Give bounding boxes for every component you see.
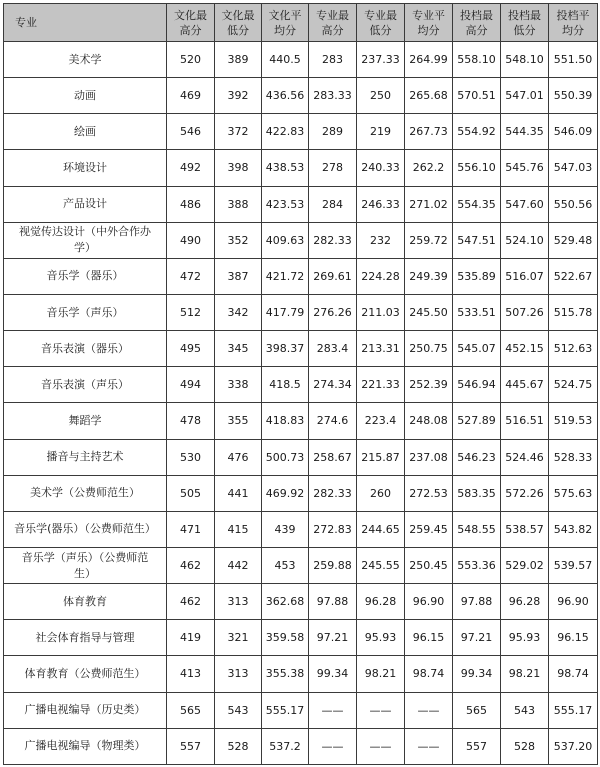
cell-specialty-max: 97.21 — [309, 620, 357, 656]
header-row — [4, 4, 598, 42]
table-row — [4, 42, 598, 78]
cell-culture-min: 387 — [215, 258, 262, 294]
cell-admission-avg: 539.57 — [549, 547, 598, 583]
cell-specialty-min: 215.87 — [357, 439, 405, 475]
cell-admission-min: 98.21 — [501, 656, 549, 692]
cell-admission-avg: 575.63 — [549, 475, 598, 511]
cell-admission-max: 533.51 — [453, 294, 501, 330]
cell-admission-min: 516.07 — [501, 258, 549, 294]
cell-major: 广播电视编导（历史类） — [4, 692, 167, 728]
cell-admission-avg: 519.53 — [549, 403, 598, 439]
table-row — [4, 222, 598, 258]
cell-admission-max: 527.89 — [453, 403, 501, 439]
table-row — [4, 367, 598, 403]
cell-specialty-max: 278 — [309, 150, 357, 186]
cell-specialty-max: 97.88 — [309, 584, 357, 620]
cell-culture-min: 441 — [215, 475, 262, 511]
cell-specialty-min: 224.28 — [357, 258, 405, 294]
header-admission-min: 投档最 低分 — [501, 4, 549, 42]
cell-admission-avg: 543.82 — [549, 511, 598, 547]
header-specialty-min: 专业最 低分 — [357, 4, 405, 42]
cell-specialty-max: 276.26 — [309, 294, 357, 330]
cell-culture-min: 352 — [215, 222, 262, 258]
cell-admission-min: 528 — [501, 728, 549, 764]
cell-culture-avg: 423.53 — [262, 186, 309, 222]
cell-culture-min: 355 — [215, 403, 262, 439]
cell-admission-min: 547.60 — [501, 186, 549, 222]
cell-admission-max: 556.10 — [453, 150, 501, 186]
cell-specialty-max: 258.67 — [309, 439, 357, 475]
cell-specialty-avg: 271.02 — [405, 186, 453, 222]
cell-major: 产品设计 — [4, 186, 167, 222]
cell-major: 绘画 — [4, 114, 167, 150]
table-row — [4, 150, 598, 186]
cell-admission-max: 547.51 — [453, 222, 501, 258]
cell-admission-avg: 524.75 — [549, 367, 598, 403]
cell-specialty-min: —— — [357, 728, 405, 764]
cell-culture-max: 486 — [167, 186, 215, 222]
cell-culture-min: 372 — [215, 114, 262, 150]
cell-culture-avg: 453 — [262, 547, 309, 583]
header-culture-min: 文化最 低分 — [215, 4, 262, 42]
admission-scores-table — [3, 3, 598, 765]
cell-major: 音乐学（声乐） — [4, 294, 167, 330]
cell-specialty-max: 283.4 — [309, 331, 357, 367]
cell-admission-avg: 551.50 — [549, 42, 598, 78]
cell-specialty-min: 232 — [357, 222, 405, 258]
cell-admission-max: 99.34 — [453, 656, 501, 692]
cell-specialty-avg: 245.50 — [405, 294, 453, 330]
table-row — [4, 403, 598, 439]
cell-admission-avg: 555.17 — [549, 692, 598, 728]
cell-culture-min: 338 — [215, 367, 262, 403]
cell-culture-max: 478 — [167, 403, 215, 439]
cell-culture-max: 413 — [167, 656, 215, 692]
cell-specialty-min: 246.33 — [357, 186, 405, 222]
cell-admission-min: 524.46 — [501, 439, 549, 475]
cell-specialty-avg: —— — [405, 728, 453, 764]
cell-specialty-max: 269.61 — [309, 258, 357, 294]
cell-culture-min: 388 — [215, 186, 262, 222]
cell-admission-min: 516.51 — [501, 403, 549, 439]
header-admission-max: 投档最 高分 — [453, 4, 501, 42]
cell-culture-min: 398 — [215, 150, 262, 186]
table-row — [4, 114, 598, 150]
cell-admission-max: 546.94 — [453, 367, 501, 403]
cell-specialty-avg: 96.15 — [405, 620, 453, 656]
cell-culture-max: 492 — [167, 150, 215, 186]
cell-major: 广播电视编导（物理类） — [4, 728, 167, 764]
cell-culture-avg: 438.53 — [262, 150, 309, 186]
cell-admission-min: 445.67 — [501, 367, 549, 403]
cell-culture-max: 546 — [167, 114, 215, 150]
cell-admission-min: 452.15 — [501, 331, 549, 367]
cell-specialty-max: 272.83 — [309, 511, 357, 547]
cell-culture-max: 490 — [167, 222, 215, 258]
table-row — [4, 475, 598, 511]
cell-specialty-max: 282.33 — [309, 475, 357, 511]
cell-culture-max: 462 — [167, 584, 215, 620]
cell-specialty-avg: 252.39 — [405, 367, 453, 403]
cell-culture-avg: 422.83 — [262, 114, 309, 150]
cell-culture-min: 389 — [215, 42, 262, 78]
cell-specialty-avg: 262.2 — [405, 150, 453, 186]
cell-major: 音乐学(器乐）（公费师范生） — [4, 511, 167, 547]
cell-specialty-avg: 250.45 — [405, 547, 453, 583]
header-major: 专业 — [4, 4, 167, 42]
cell-specialty-max: 274.34 — [309, 367, 357, 403]
table-row — [4, 620, 598, 656]
cell-culture-avg: 418.5 — [262, 367, 309, 403]
cell-culture-max: 495 — [167, 331, 215, 367]
cell-admission-max: 545.07 — [453, 331, 501, 367]
cell-specialty-min: 95.93 — [357, 620, 405, 656]
cell-admission-max: 554.35 — [453, 186, 501, 222]
cell-major: 音乐学（器乐） — [4, 258, 167, 294]
cell-admission-max: 535.89 — [453, 258, 501, 294]
cell-culture-min: 342 — [215, 294, 262, 330]
cell-culture-avg: 398.37 — [262, 331, 309, 367]
cell-culture-max: 565 — [167, 692, 215, 728]
cell-admission-max: 97.21 — [453, 620, 501, 656]
cell-major: 视觉传达设计（中外合作办 学） — [4, 222, 167, 258]
cell-admission-avg: 512.63 — [549, 331, 598, 367]
cell-admission-min: 96.28 — [501, 584, 549, 620]
header-specialty-max: 专业最 高分 — [309, 4, 357, 42]
cell-specialty-min: —— — [357, 692, 405, 728]
cell-culture-avg: 537.2 — [262, 728, 309, 764]
cell-admission-max: 583.35 — [453, 475, 501, 511]
cell-admission-avg: 546.09 — [549, 114, 598, 150]
cell-specialty-max: 283 — [309, 42, 357, 78]
table-row — [4, 331, 598, 367]
cell-specialty-avg: 98.74 — [405, 656, 453, 692]
cell-culture-avg: 355.38 — [262, 656, 309, 692]
cell-specialty-min: 260 — [357, 475, 405, 511]
cell-culture-avg: 440.5 — [262, 42, 309, 78]
cell-specialty-avg: 259.45 — [405, 511, 453, 547]
cell-specialty-min: 244.65 — [357, 511, 405, 547]
cell-admission-max: 565 — [453, 692, 501, 728]
cell-culture-avg: 362.68 — [262, 584, 309, 620]
cell-specialty-max: —— — [309, 692, 357, 728]
cell-specialty-avg: 249.39 — [405, 258, 453, 294]
cell-specialty-max: —— — [309, 728, 357, 764]
cell-culture-max: 419 — [167, 620, 215, 656]
cell-admission-min: 507.26 — [501, 294, 549, 330]
cell-specialty-min: 245.55 — [357, 547, 405, 583]
cell-admission-min: 547.01 — [501, 78, 549, 114]
cell-major: 音乐学（声乐）（公费师范 生） — [4, 547, 167, 583]
cell-admission-min: 572.26 — [501, 475, 549, 511]
cell-specialty-min: 96.28 — [357, 584, 405, 620]
cell-admission-max: 558.10 — [453, 42, 501, 78]
cell-admission-max: 554.92 — [453, 114, 501, 150]
cell-admission-avg: 529.48 — [549, 222, 598, 258]
cell-admission-avg: 547.03 — [549, 150, 598, 186]
cell-major: 美术学（公费师范生） — [4, 475, 167, 511]
cell-admission-max: 570.51 — [453, 78, 501, 114]
cell-admission-min: 548.10 — [501, 42, 549, 78]
cell-specialty-min: 250 — [357, 78, 405, 114]
cell-specialty-avg: 237.08 — [405, 439, 453, 475]
cell-major: 美术学 — [4, 42, 167, 78]
cell-admission-min: 538.57 — [501, 511, 549, 547]
cell-admission-avg: 528.33 — [549, 439, 598, 475]
cell-specialty-avg: 250.75 — [405, 331, 453, 367]
cell-culture-min: 528 — [215, 728, 262, 764]
cell-specialty-max: 282.33 — [309, 222, 357, 258]
header-culture-avg: 文化平 均分 — [262, 4, 309, 42]
cell-admission-max: 548.55 — [453, 511, 501, 547]
cell-specialty-min: 211.03 — [357, 294, 405, 330]
cell-culture-avg: 439 — [262, 511, 309, 547]
cell-culture-min: 442 — [215, 547, 262, 583]
cell-culture-avg: 418.83 — [262, 403, 309, 439]
table-row — [4, 728, 598, 764]
cell-admission-avg: 522.67 — [549, 258, 598, 294]
cell-culture-avg: 500.73 — [262, 439, 309, 475]
table-row — [4, 258, 598, 294]
table-row — [4, 186, 598, 222]
table-row — [4, 547, 598, 583]
cell-major: 播音与主持艺术 — [4, 439, 167, 475]
table-row — [4, 294, 598, 330]
cell-culture-avg: 469.92 — [262, 475, 309, 511]
cell-culture-min: 321 — [215, 620, 262, 656]
cell-culture-avg: 555.17 — [262, 692, 309, 728]
header-culture-max: 文化最 高分 — [167, 4, 215, 42]
cell-culture-avg: 436.56 — [262, 78, 309, 114]
cell-culture-avg: 409.63 — [262, 222, 309, 258]
cell-admission-avg: 550.56 — [549, 186, 598, 222]
header-admission-avg: 投档平 均分 — [549, 4, 598, 42]
cell-culture-avg: 359.58 — [262, 620, 309, 656]
cell-culture-avg: 421.72 — [262, 258, 309, 294]
cell-culture-min: 345 — [215, 331, 262, 367]
table-row — [4, 656, 598, 692]
cell-specialty-avg: 265.68 — [405, 78, 453, 114]
cell-culture-min: 476 — [215, 439, 262, 475]
header-specialty-avg: 专业平 均分 — [405, 4, 453, 42]
cell-major: 体育教育 — [4, 584, 167, 620]
table-row — [4, 584, 598, 620]
cell-specialty-avg: 272.53 — [405, 475, 453, 511]
cell-major: 体育教育（公费师范生） — [4, 656, 167, 692]
cell-culture-min: 313 — [215, 584, 262, 620]
cell-culture-max: 471 — [167, 511, 215, 547]
cell-admission-max: 97.88 — [453, 584, 501, 620]
cell-admission-min: 95.93 — [501, 620, 549, 656]
cell-admission-avg: 96.90 — [549, 584, 598, 620]
cell-culture-max: 469 — [167, 78, 215, 114]
cell-culture-max: 530 — [167, 439, 215, 475]
table-row — [4, 78, 598, 114]
cell-culture-max: 520 — [167, 42, 215, 78]
cell-specialty-max: 289 — [309, 114, 357, 150]
cell-culture-min: 543 — [215, 692, 262, 728]
cell-admission-min: 543 — [501, 692, 549, 728]
cell-specialty-min: 221.33 — [357, 367, 405, 403]
cell-admission-avg: 515.78 — [549, 294, 598, 330]
cell-admission-max: 546.23 — [453, 439, 501, 475]
cell-admission-max: 553.36 — [453, 547, 501, 583]
cell-admission-avg: 550.39 — [549, 78, 598, 114]
cell-specialty-avg: —— — [405, 692, 453, 728]
table-row — [4, 511, 598, 547]
cell-specialty-min: 237.33 — [357, 42, 405, 78]
cell-specialty-max: 259.88 — [309, 547, 357, 583]
cell-specialty-max: 283.33 — [309, 78, 357, 114]
cell-culture-max: 462 — [167, 547, 215, 583]
table-row — [4, 439, 598, 475]
cell-major: 舞蹈学 — [4, 403, 167, 439]
cell-specialty-max: 284 — [309, 186, 357, 222]
cell-culture-min: 313 — [215, 656, 262, 692]
cell-culture-max: 512 — [167, 294, 215, 330]
cell-admission-min: 524.10 — [501, 222, 549, 258]
cell-admission-min: 529.02 — [501, 547, 549, 583]
cell-major: 音乐表演（声乐） — [4, 367, 167, 403]
table-row — [4, 692, 598, 728]
cell-specialty-min: 213.31 — [357, 331, 405, 367]
cell-admission-min: 545.76 — [501, 150, 549, 186]
cell-specialty-avg: 267.73 — [405, 114, 453, 150]
cell-culture-min: 415 — [215, 511, 262, 547]
cell-culture-max: 505 — [167, 475, 215, 511]
cell-culture-min: 392 — [215, 78, 262, 114]
cell-specialty-min: 240.33 — [357, 150, 405, 186]
cell-culture-max: 472 — [167, 258, 215, 294]
cell-major: 动画 — [4, 78, 167, 114]
cell-specialty-avg: 248.08 — [405, 403, 453, 439]
cell-specialty-max: 99.34 — [309, 656, 357, 692]
cell-specialty-avg: 259.72 — [405, 222, 453, 258]
cell-culture-max: 494 — [167, 367, 215, 403]
cell-specialty-avg: 264.99 — [405, 42, 453, 78]
cell-major: 社会体育指导与管理 — [4, 620, 167, 656]
cell-major: 音乐表演（器乐） — [4, 331, 167, 367]
cell-admission-avg: 98.74 — [549, 656, 598, 692]
cell-specialty-min: 219 — [357, 114, 405, 150]
cell-admission-min: 544.35 — [501, 114, 549, 150]
cell-specialty-min: 223.4 — [357, 403, 405, 439]
cell-admission-avg: 537.20 — [549, 728, 598, 764]
cell-admission-max: 557 — [453, 728, 501, 764]
cell-culture-max: 557 — [167, 728, 215, 764]
cell-specialty-max: 274.6 — [309, 403, 357, 439]
cell-admission-avg: 96.15 — [549, 620, 598, 656]
cell-specialty-min: 98.21 — [357, 656, 405, 692]
cell-major: 环境设计 — [4, 150, 167, 186]
cell-specialty-avg: 96.90 — [405, 584, 453, 620]
cell-culture-avg: 417.79 — [262, 294, 309, 330]
